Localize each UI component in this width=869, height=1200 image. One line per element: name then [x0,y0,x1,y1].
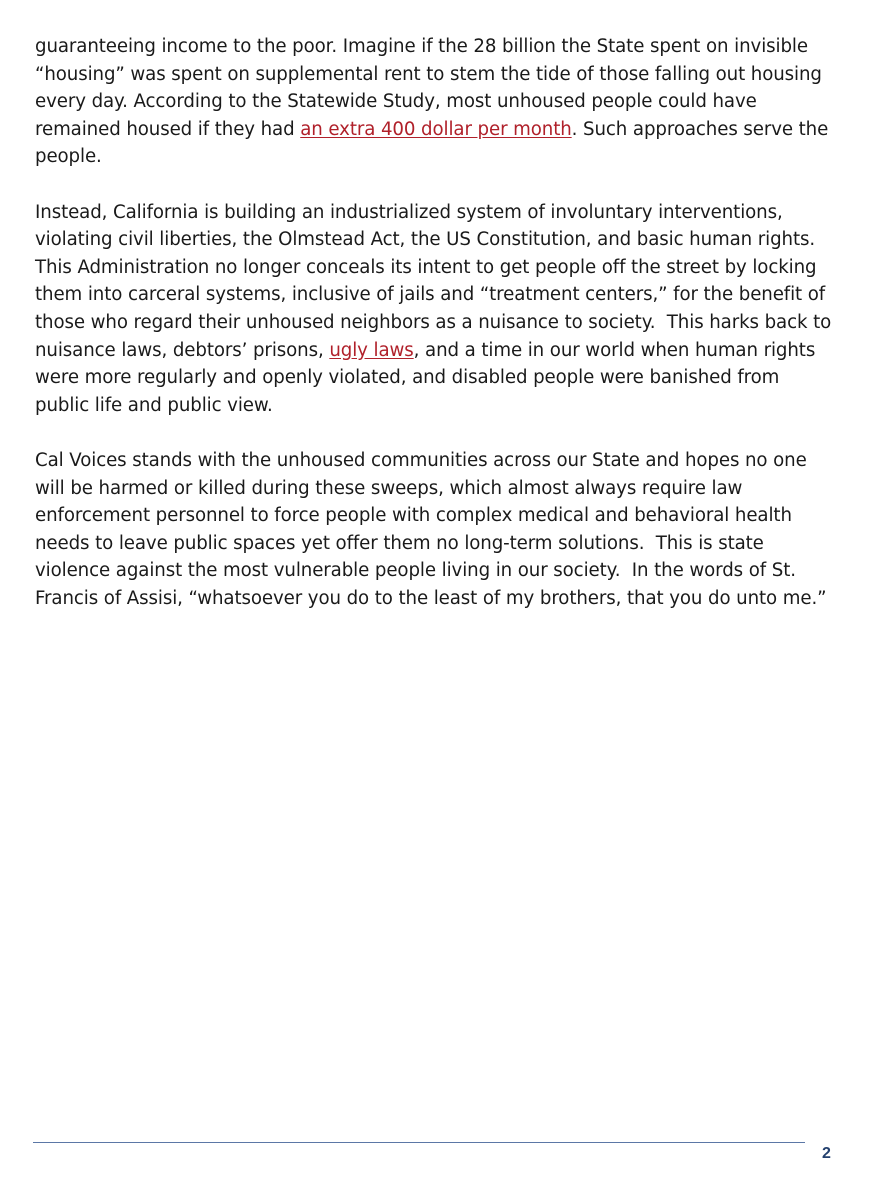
paragraph-text: guaranteeing income to the poor. Imagine if the 28 billion the State spent on invisible “housing” was spent on supplemental rent to stem the tide of those falling out housing every day. According to the Statewide Study, most unhoused people could have remained housed if they had [35,36,828,140]
paragraph-text: Cal Voices stands with the unhoused communities across our State and hopes no one will be harmed or killed during these sweeps, which almost always require law enforcement personnel to force people with complex medical and behavioral health needs to leave public spaces yet offer them no long-term solutions. This is state violence against the most vulnerable people living in our society. In the words of St. Francis of Assisi, “whatsoever you do to the least of my brothers, that you do unto me.” [35,449,827,609]
paragraph-guaranteed-income [35,33,835,171]
footer-divider [33,1142,805,1143]
link-extra-400-dollar[interactable]: an extra 400 dollar per month [300,118,572,140]
paragraph-text: Instead, California is building an industrialized system of involuntary interventions, violating civil liberties, the Olmstead Act, the US Constitution, and basic human rights. This Administration no longer conceals its intent to get people off the street by locking them into carceral systems, inclusive of jails and “treatment centers,” for the benefit of those who regard their unhoused neighbors as a nuisance to society. This harks back to nuisance laws, debtors’ prisons, [35,201,837,361]
link-ugly-laws[interactable]: ugly laws [329,339,414,361]
paragraph-cal-voices-stands [35,447,835,613]
page-number: 2 [822,1145,831,1162]
paragraph-text: , and a time in our world when human rights were more regularly and openly violated, and disabled people were banished from public life and public view. [35,339,821,416]
paragraph-involuntary-interventions [35,199,835,420]
paragraph-text: . Such approaches serve the people. [35,118,834,168]
document-body [35,33,835,640]
